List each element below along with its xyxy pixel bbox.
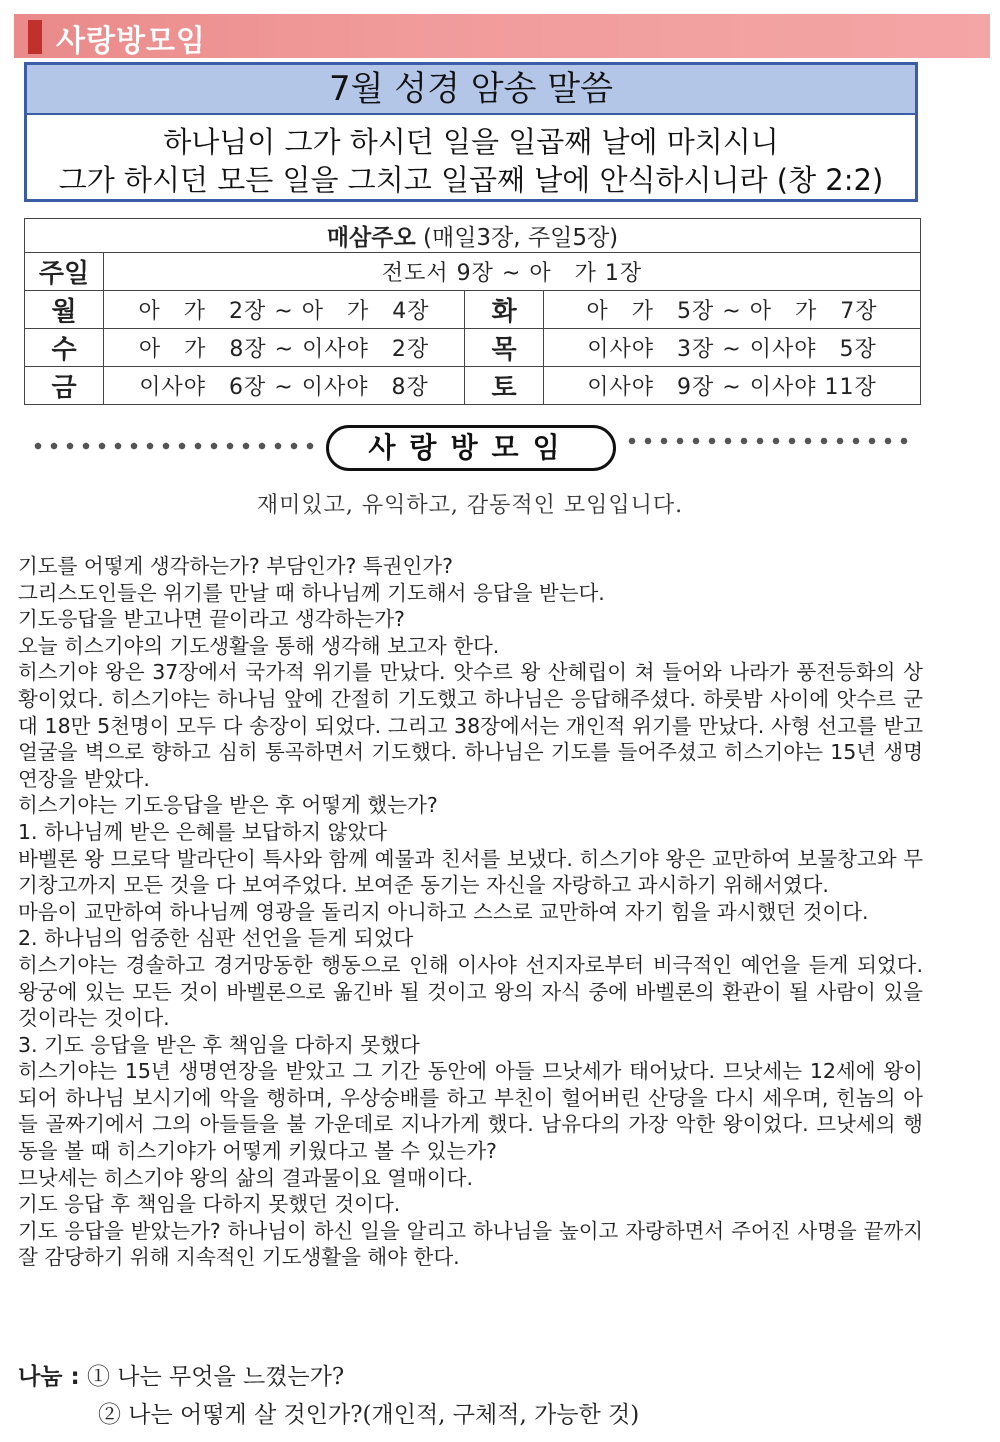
reading-plan-header-row (25, 219, 921, 253)
reading-range: 이사야 6장 ~ 이사야 8장 (104, 367, 465, 405)
verse-line-2: 그가 하시던 모든 일을 그치고 일곱째 날에 안식하시니라 (창 2:2) (58, 163, 884, 197)
sharing-row-2 (18, 1396, 958, 1434)
memory-verse-box (24, 62, 918, 202)
reading-plan-header (25, 219, 921, 253)
verse-line-1: 하나님이 그가 하시던 일을 일곱째 날에 마치시니 (163, 125, 779, 159)
body-paragraph: 기도 응답을 받았는가? 하나님이 하신 일을 알리고 하나님을 높이고 자랑하면서 주어진 사명을 끝까지 잘 감당하기 위해 지속적인 기도생활을 해야 한다. (18, 1218, 923, 1270)
body-paragraph: 히스기야는 경솔하고 경거망동한 행동으로 인해 이사야 선지자로부터 비극적인 예언을 듣게 되었다. 왕궁에 있는 모든 것이 바벨론으로 옮긴바 될 것이고 왕의 자식 중에 바벨론의 환관이 될 사람이 있을 것이라는 것이다. (18, 952, 923, 1031)
dotted-divider-right (624, 436, 914, 446)
body-point-heading: 3. 기도 응답을 받은 후 책임을 다하지 못했다 (18, 1032, 420, 1057)
reading-range: 아 가 2장 ~ 아 가 4장 (104, 291, 465, 329)
sharing-question-2: ② 나는 어떻게 살 것인가?(개인적, 구체적, 가능한 것) (98, 1402, 640, 1428)
day-label: 금 (25, 367, 104, 405)
sharing-row-1 (18, 1358, 958, 1396)
memory-verse-text (27, 115, 915, 199)
reading-row (25, 329, 921, 367)
sharing-section (18, 1358, 958, 1434)
dotted-divider-left (30, 441, 322, 451)
body-paragraph: 마음이 교만하여 하나님께 영광을 돌리지 아니하고 스스로 교만하여 자기 힘을 과시했던 것이다. (18, 899, 869, 924)
reading-range: 이사야 3장 ~ 이사야 5장 (544, 329, 921, 367)
reading-row (25, 291, 921, 329)
body-paragraph: 므낫세는 히스기야 왕의 삶의 결과물이요 열매이다. (18, 1165, 473, 1190)
body-paragraph: 기도 응답 후 책임을 다하지 못했던 것이다. (18, 1192, 401, 1217)
body-point-heading: 2. 하나님의 엄중한 심판 선언을 듣게 되었다 (18, 926, 414, 951)
reading-plan-title: 매삼주오 (326, 225, 416, 251)
reading-range: 아 가 8장 ~ 이사야 2장 (104, 329, 465, 367)
banner-title: 사랑방모임 (56, 24, 206, 59)
article-body (18, 553, 923, 1271)
sharing-label: 나눔 : (18, 1364, 80, 1390)
body-paragraph: 그리스도인들은 위기를 만날 때 하나님께 기도해서 응답을 받는다. (18, 580, 605, 605)
day-label: 토 (465, 367, 544, 405)
day-label: 주일 (25, 253, 104, 291)
body-paragraph: 기도응답을 받고나면 끝이라고 생각하는가? (18, 607, 405, 632)
body-point-heading: 1. 하나님께 받은 은혜를 보답하지 않았다 (18, 819, 387, 844)
reading-row (25, 367, 921, 405)
day-label: 목 (465, 329, 544, 367)
section-heading: 사랑방모임 (326, 425, 616, 471)
body-paragraph: 바벨론 왕 므로닥 발라단이 특사와 함께 예물과 친서를 보냈다. 히스기야 왕은 교만하여 보물창고와 무기창고까지 모든 것을 다 보여주었다. 보여준 동기는 자신을 자랑하고 과시하기 위해서였다. (18, 846, 923, 898)
reading-range: 이사야 9장 ~ 이사야 11장 (544, 367, 921, 405)
reading-range: 아 가 5장 ~ 아 가 7장 (544, 291, 921, 329)
body-paragraph: 오늘 히스기야의 기도생활을 통해 생각해 보고자 한다. (18, 633, 500, 658)
reading-plan-subtitle: (매일3장, 주일5장) (423, 225, 619, 251)
day-label: 수 (25, 329, 104, 367)
section-tagline: 재미있고, 유익하고, 감동적인 모임입니다. (256, 493, 684, 518)
memory-verse-heading: 7월 성경 암송 말씀 (27, 65, 915, 115)
body-paragraph: 히스기야는 기도응답을 받은 후 어떻게 했는가? (18, 793, 438, 818)
reading-plan-table (24, 218, 921, 405)
day-label: 화 (465, 291, 544, 329)
day-label: 월 (25, 291, 104, 329)
body-paragraph: 기도를 어떻게 생각하는가? 부담인가? 특권인가? (18, 554, 453, 578)
banner-accent-bar (28, 20, 42, 54)
reading-row-sunday (25, 253, 921, 291)
body-paragraph: 히스기야는 15년 생명연장을 받았고 그 기간 동안에 아들 므낫세가 태어났다. 므낫세는 12세에 왕이 되어 하나님 보시기에 악을 행하며, 우상숭배를 하고 부친이 헐어버린 산당을 다시 세우며, 힌놈의 아들 골짜기에서 그의 아들들을 불 가운데로 지나가게 했다. 남유다의 가장 악한 왕이었다. 므낫세의 행동을 볼 때 히스기야가 어떻게 키웠다고 볼 수 있는가? (18, 1059, 923, 1164)
sharing-question-1: ① 나는 무엇을 느꼈는가? (86, 1364, 345, 1390)
body-paragraph: 히스기야 왕은 37장에서 국가적 위기를 만났다. 앗수르 왕 산헤립이 쳐 들어와 나라가 풍전등화의 상황이었다. 히스기야는 하나님 앞에 간절히 기도했고 하나님은 응답해주셨다. 하룻밤 사이에 앗수르 군대 18만 5천명이 모두 다 송장이 되었다. 그리고 38장에서는 개인적 위기를 만났다. 사형 선고를 받고 얼굴을 벽으로 향하고 심히 통곡하면서 기도했다. 하나님은 기도를 들어주셨고 히스기야는 15년 생명 연장을 받았다. (18, 660, 923, 791)
reading-range: 전도서 9장 ~ 아 가 1장 (104, 253, 921, 291)
